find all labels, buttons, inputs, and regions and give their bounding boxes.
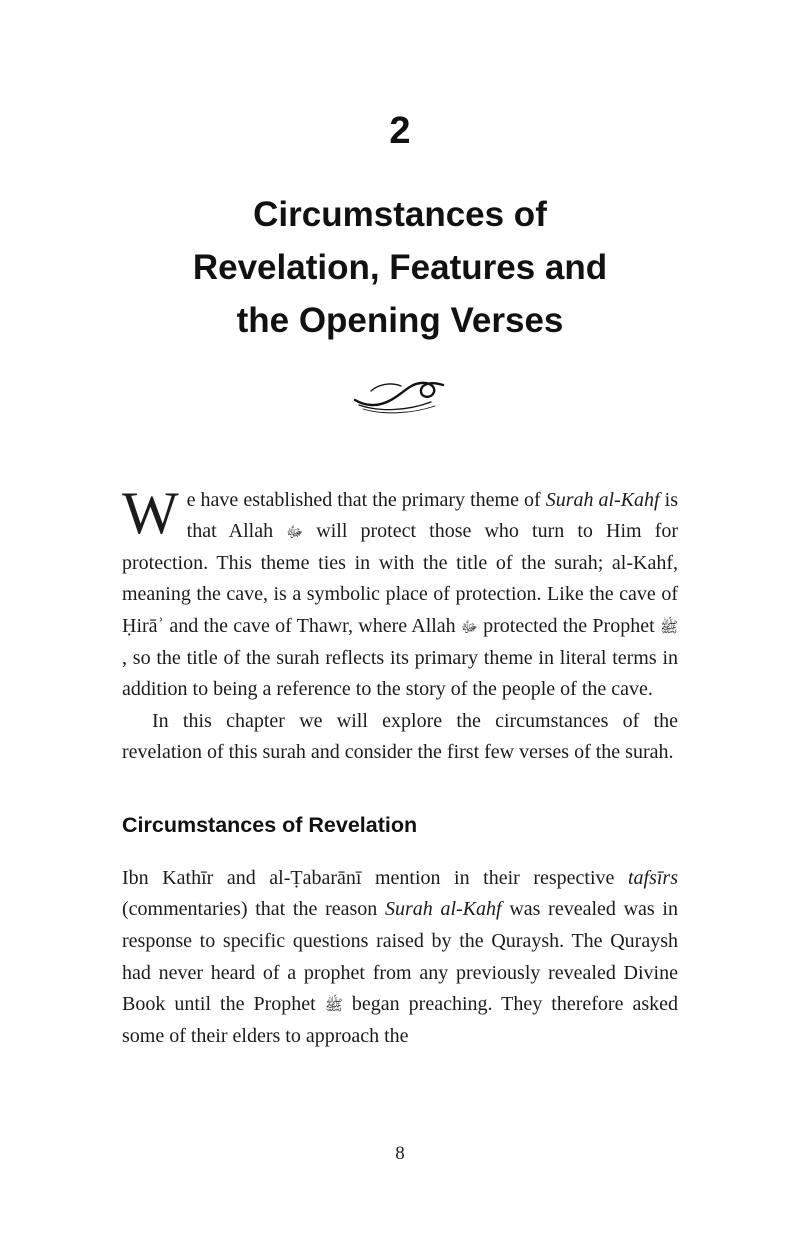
italic-title-run: Surah al-Kahf xyxy=(385,898,502,921)
ornament-container xyxy=(122,378,678,419)
allah-honorific-symbol: ﷻ xyxy=(460,619,478,636)
prophet-honorific-symbol: ﷺ xyxy=(324,998,343,1015)
paragraph-revelation xyxy=(122,863,678,1053)
paragraph-intro xyxy=(122,479,679,706)
chapter-title-line-2: Revelation, Features and xyxy=(192,248,608,288)
text-run: Ibn Kathīr and al-Ṭabarānī mention in their respective xyxy=(122,866,628,889)
prophet-honorific-symbol: ﷺ xyxy=(659,619,679,636)
calligraphic-flourish-icon xyxy=(351,378,449,414)
text-run: is that Allah xyxy=(186,488,679,543)
section-heading: Circumstances of Revelation xyxy=(122,812,418,837)
drop-cap: W xyxy=(122,479,179,546)
italic-title-run: Surah al-Kahf xyxy=(545,488,660,511)
allah-honorific-symbol: ﷻ xyxy=(286,525,304,542)
chapter-number: 2 xyxy=(389,110,411,152)
italic-term-run: tafsīrs xyxy=(627,866,678,889)
text-run: was revealed was in response to specific questions raised by the Quraysh. The Quraysh had never heard of a prophet from any previously revealed Divine Book until the Prophet xyxy=(122,898,678,1016)
chapter-title-line-1: Circumstances of xyxy=(253,195,547,234)
paragraph-chapter-overview: In this chapter we will explore the circumstances of the revelation of this surah and consider the first few verses of the surah. xyxy=(122,709,678,764)
chapter-title xyxy=(122,188,678,348)
text-run: , so the title of the surah reflects its primary theme in literal terms in addition to being a reference to the story of the people of the cave. xyxy=(122,646,678,701)
text-run: protected the Prophet xyxy=(483,614,660,637)
text-run: (commentaries) that the reason xyxy=(122,898,385,921)
page-number: 8 xyxy=(395,1143,405,1164)
body-text xyxy=(122,479,679,1053)
text-run: began preaching. They therefore asked some of their elders to approach the xyxy=(122,993,678,1047)
chapter-title-line-3: the Opening Verses xyxy=(236,301,564,341)
text-run: will protect those who turn to Him for protection. This theme ties in with the title of the surah; al-Kahf, meaning the cave, is a symbolic place of protection. Like the cave of Ḥirāʾ and the cave of Thawr, where Allah xyxy=(122,520,679,637)
text-run: e have established that the primary theme of xyxy=(186,488,546,511)
